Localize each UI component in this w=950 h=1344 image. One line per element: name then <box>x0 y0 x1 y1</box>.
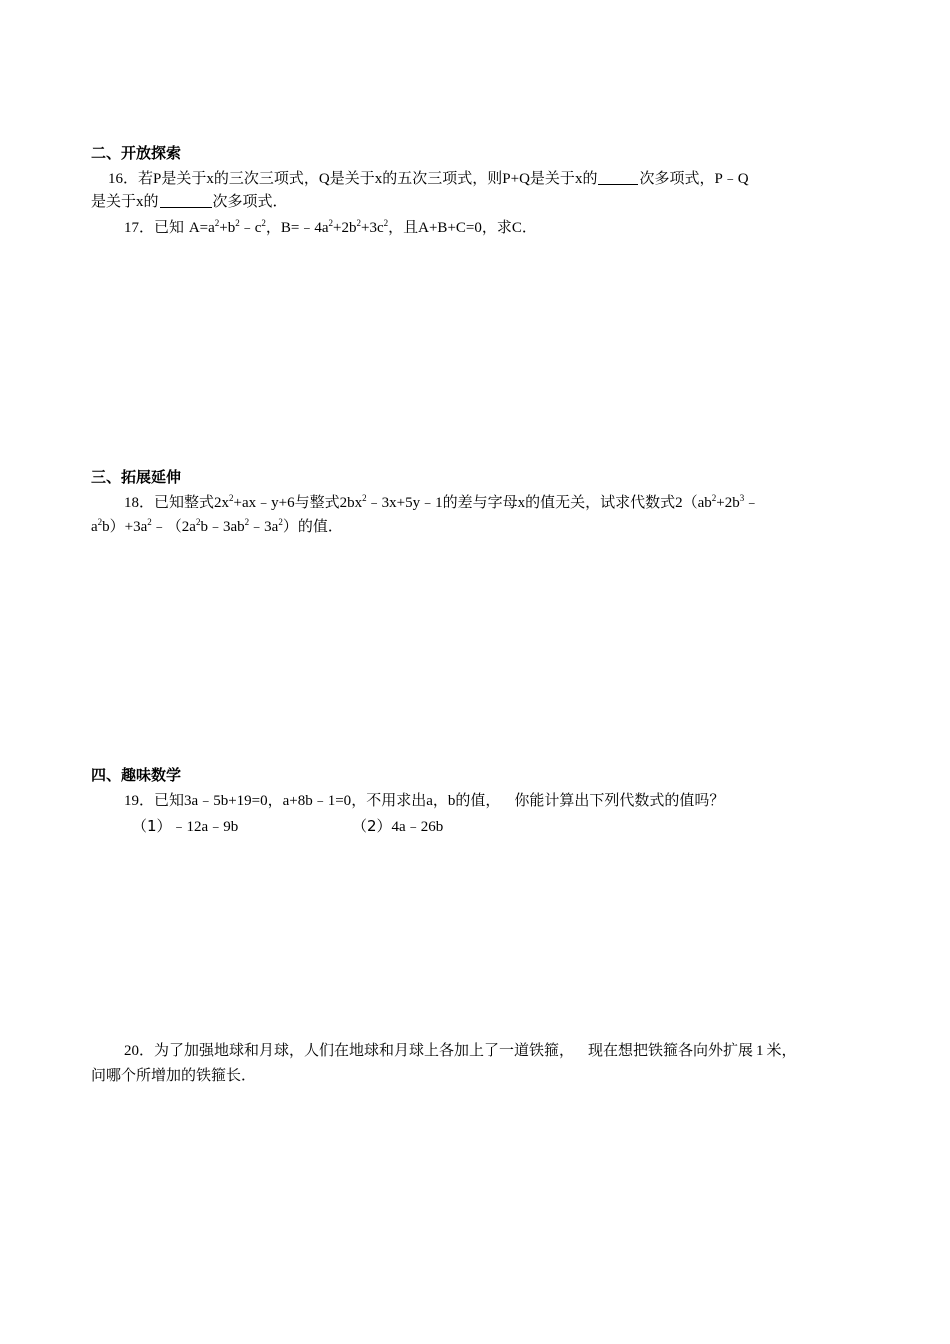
question-19-part-1: （1）﹣12a﹣9b <box>132 817 239 835</box>
section-heading-extension: 三、拓展延伸 <box>91 468 182 486</box>
section-heading-fun-math: 四、趣味数学 <box>91 766 182 784</box>
question-number: 19． <box>124 793 155 809</box>
question-number: 20． <box>124 1043 155 1059</box>
question-19: 19．已知3a﹣5b+19=0，a+8b﹣1=0，不用求出a，b的值， 你能计算出下列代数式的值吗？ <box>124 791 725 809</box>
question-number: 17． <box>124 220 155 236</box>
answer-blank-1[interactable] <box>598 169 638 185</box>
question-18-line-2: $a^2b)+3a^2﹣(2a^2b﹣3ab^2﹣3a^2)$的值． <box>91 517 343 535</box>
question-19-part-2: （2）4a﹣26b <box>352 817 444 835</box>
question-20-line-1: 20．为了加强地球和月球，人们在地球和月球上各加上了一道铁箍， 现在想把铁箍各向外扩展 1 米， <box>124 1041 797 1059</box>
question-16-line-2: 是关于x的 次多项式． <box>91 192 288 210</box>
question-20-line-2: 问哪个所增加的铁箍长． <box>91 1066 257 1084</box>
question-17-expression: $A=a^2+b^2﹣c^2$，$B=﹣4a^2+2b^2+3c^2$ <box>188 218 389 236</box>
question-number: 16． <box>108 171 139 187</box>
section-heading-open-exploration: 二、开放探索 <box>91 144 182 162</box>
question-17: 17．已知 $A=a^2+b^2﹣c^2$，$B=﹣4a^2+2b^2+3c^2$，且A+B+C=0，求C． <box>124 218 537 236</box>
answer-blank-2[interactable] <box>160 192 212 208</box>
question-number: 18． <box>124 495 155 511</box>
question-18-line-1: 18．已知整式$2x^2+ax﹣y+6$与整式$2bx^2﹣3x+5y﹣1$的差与字母x的值无关，试求代数式$2(ab^2+2b^3﹣$ <box>124 493 760 511</box>
question-16-line-1: 16．若P是关于x的三次三项式，Q是关于x的五次三项式，则P+Q是关于x的 次多项式，P﹣Q <box>108 169 749 187</box>
